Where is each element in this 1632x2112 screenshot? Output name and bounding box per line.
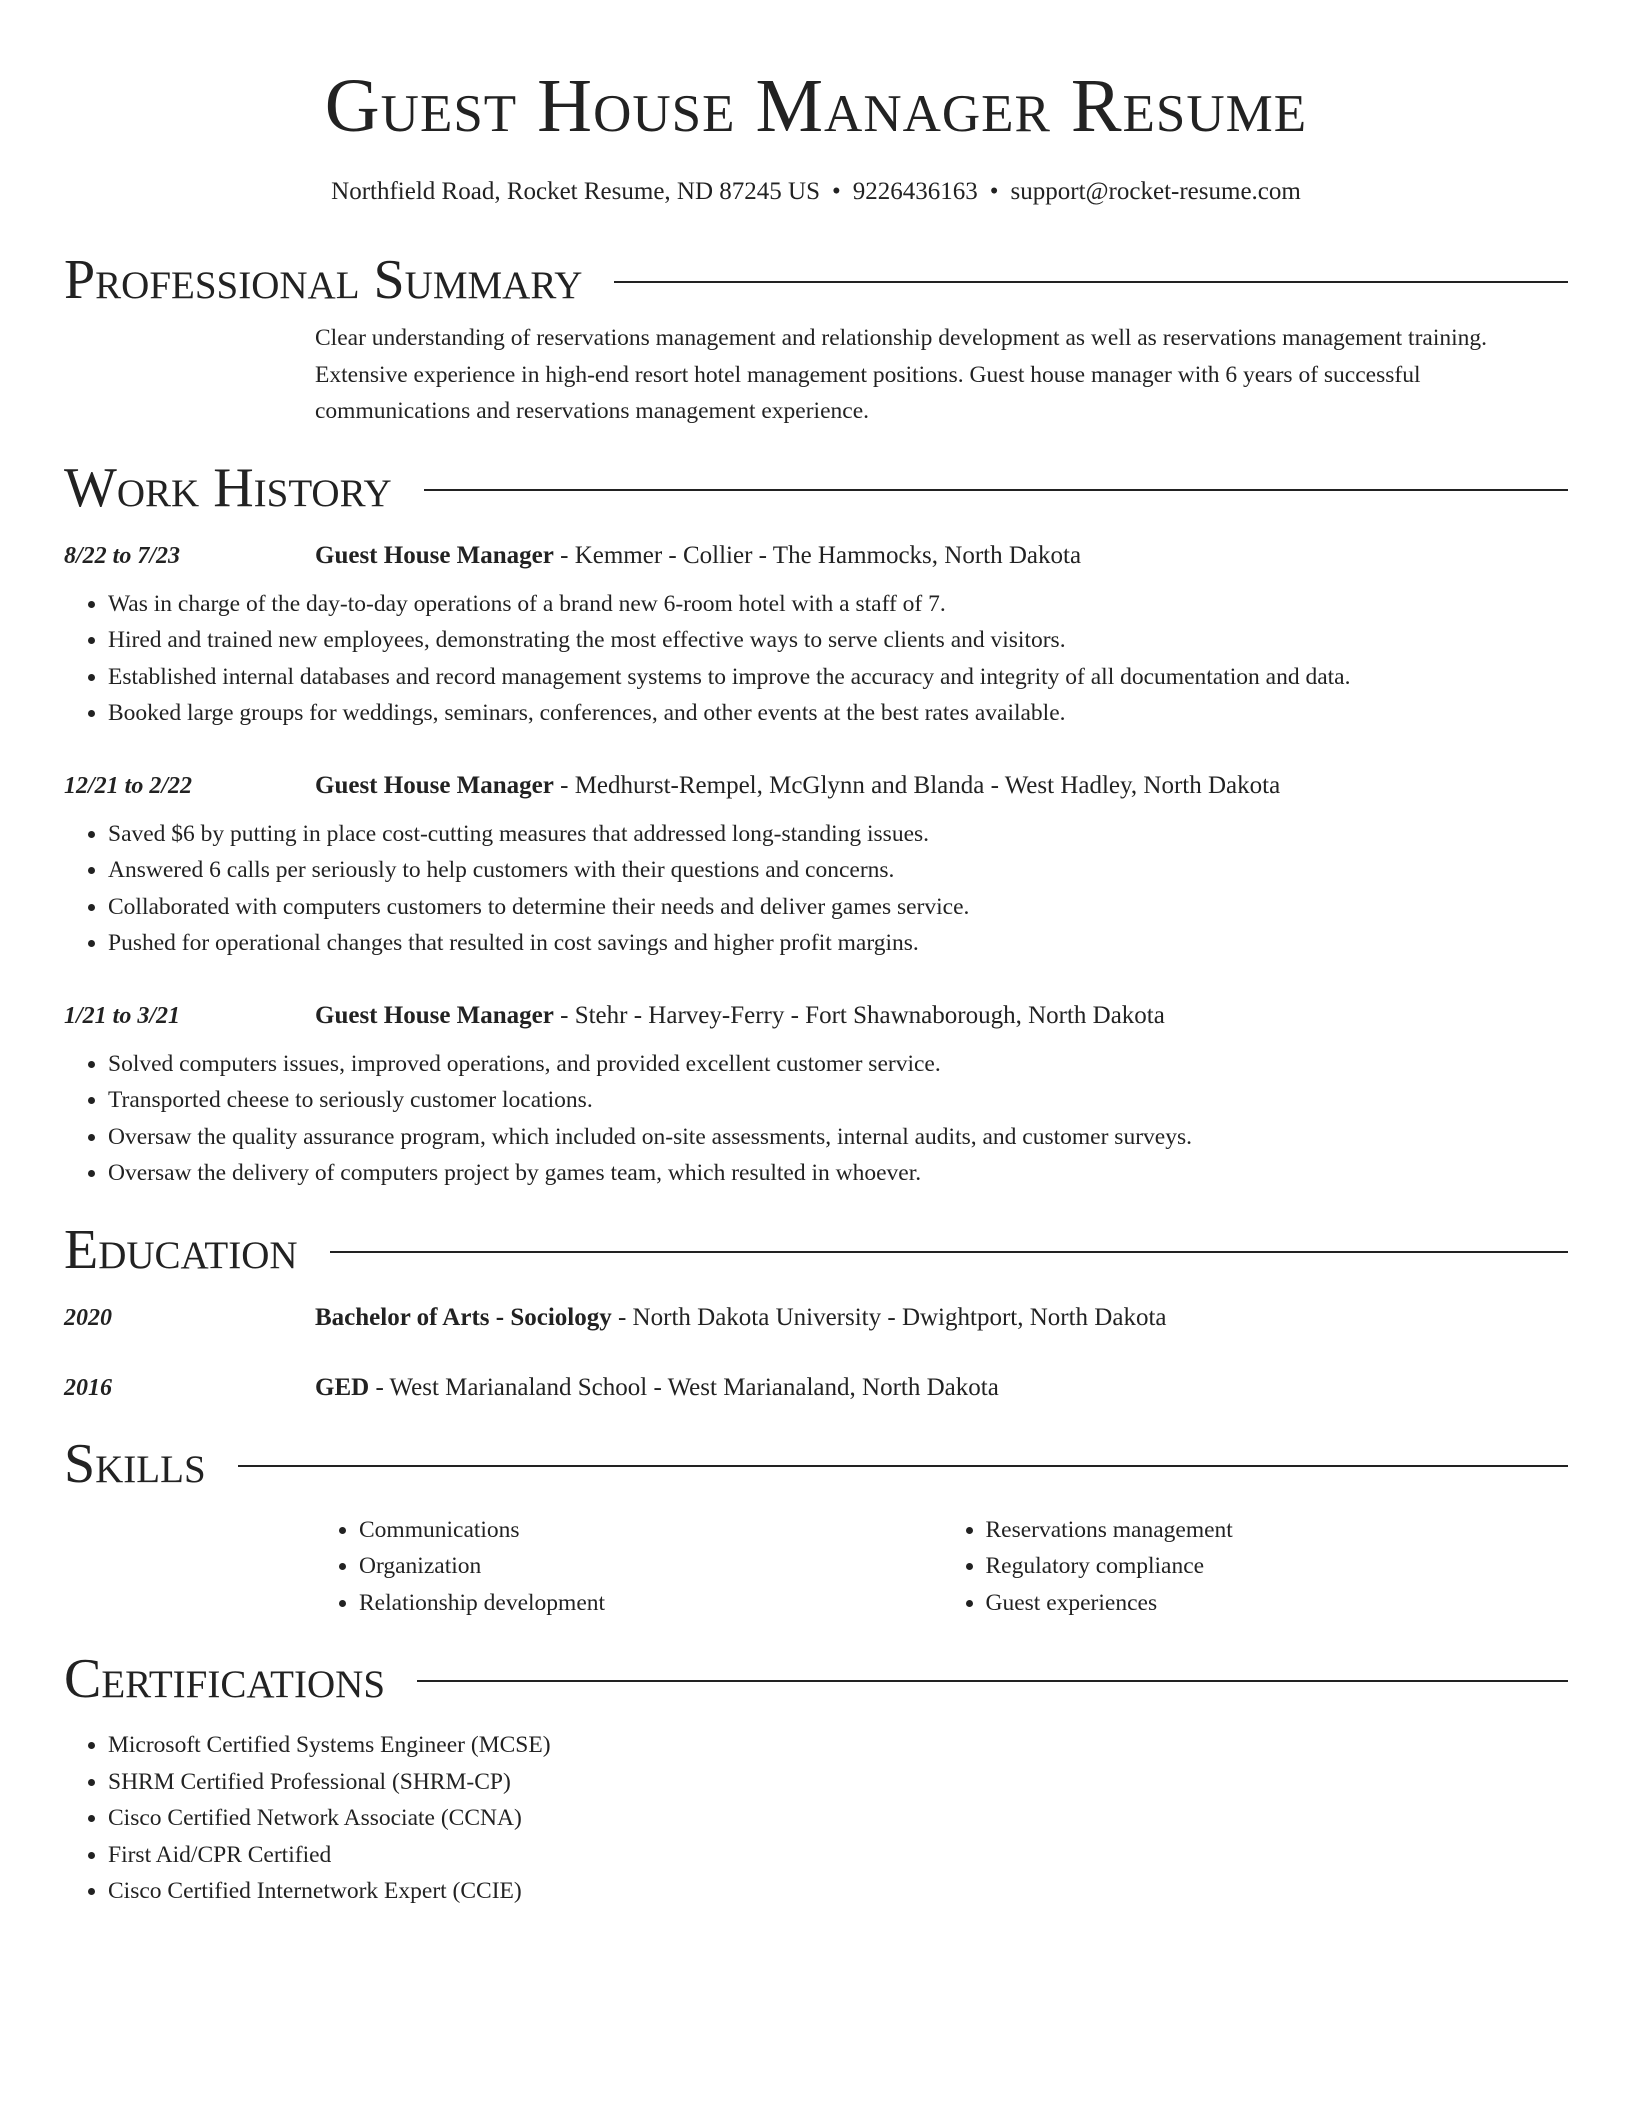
list-item: • Collaborated with computers customers to determine their needs and deliver games service. xyxy=(108,889,1568,926)
section-header-education xyxy=(64,1218,1568,1282)
job-role: Guest House Manager xyxy=(315,771,554,799)
contact-address: Northfield Road, Rocket Resume, ND 87245 US xyxy=(331,178,820,205)
list-item: • Saved $6 by putting in place cost-cutting measures that addressed long-standing issues. xyxy=(108,816,1568,853)
education-year: 2020 xyxy=(64,1304,112,1331)
list-item: • Hired and trained new employees, demonstrating the most effective ways to serve clients and visitors. xyxy=(108,622,1568,659)
job-dates: 8/22 to 7/23 xyxy=(64,542,181,569)
section-title-education: Education xyxy=(64,1218,298,1281)
skill-item: • Communications xyxy=(359,1512,942,1549)
list-item: • Transported cheese to seriously customer locations. xyxy=(108,1082,1568,1119)
contact-separator: • xyxy=(989,178,999,205)
job-role: Guest House Manager xyxy=(315,1001,554,1029)
section-title-certifications: Certifications xyxy=(64,1648,386,1710)
job-dates: 12/21 to 2/22 xyxy=(64,772,193,799)
job-details: - Kemmer - Collier - The Hammocks, North Dakota xyxy=(553,541,1082,569)
section-header-skills xyxy=(64,1432,1568,1496)
certification-item: • Cisco Certified Network Associate (CCNA) xyxy=(108,1800,1568,1837)
education-degree: Bachelor of Arts - Sociology xyxy=(315,1303,612,1331)
skill-item: • Regulatory compliance xyxy=(986,1548,1569,1585)
job-entry xyxy=(64,768,1568,962)
job-role: Guest House Manager xyxy=(315,541,554,569)
job-header xyxy=(64,768,1568,804)
certification-item: • First Aid/CPR Certified xyxy=(108,1837,1568,1874)
job-header xyxy=(64,538,1568,574)
section-divider xyxy=(424,489,1568,491)
certifications-list xyxy=(64,1727,1568,1910)
section-header-work xyxy=(64,456,1568,520)
section-divider xyxy=(238,1465,1568,1467)
job-bullets xyxy=(64,816,1568,962)
skills-column-left xyxy=(315,1512,942,1622)
education-details: - West Marianaland School - West Marianaland, North Dakota xyxy=(369,1373,999,1401)
list-item: • Solved computers issues, improved operations, and provided excellent customer service. xyxy=(108,1046,1568,1083)
job-bullets xyxy=(64,586,1568,732)
education-line xyxy=(315,1300,1166,1336)
contact-line xyxy=(64,176,1568,208)
education-entry xyxy=(64,1300,1568,1336)
certification-item: • Microsoft Certified Systems Engineer (MCSE) xyxy=(108,1727,1568,1764)
resume-title: Guest House Manager Resume xyxy=(324,64,1308,148)
job-entry xyxy=(64,998,1568,1192)
job-details: - Stehr - Harvey-Ferry - Fort Shawnaborough, North Dakota xyxy=(553,1001,1165,1029)
section-title-skills: Skills xyxy=(64,1432,206,1495)
certification-item: • SHRM Certified Professional (SHRM-CP) xyxy=(108,1764,1568,1801)
list-item: • Pushed for operational changes that resulted in cost savings and higher profit margins. xyxy=(108,925,1568,962)
job-dates: 1/21 to 3/21 xyxy=(64,1002,181,1029)
section-header-certifications xyxy=(64,1647,1568,1711)
contact-separator: • xyxy=(832,178,841,205)
skill-item: • Organization xyxy=(359,1548,942,1585)
list-item: • Established internal databases and record management systems to improve the accuracy and integrity of all documentation and data. xyxy=(108,659,1568,696)
section-divider xyxy=(330,1251,1568,1253)
list-item: • Oversaw the quality assurance program, which included on-site assessments, internal audits, and customer surveys. xyxy=(108,1119,1568,1156)
section-divider xyxy=(417,1680,1568,1682)
job-title-line xyxy=(315,998,1165,1034)
contact-email: support@rocket-resume.com xyxy=(1010,178,1301,205)
section-divider xyxy=(614,281,1568,283)
list-item: • Was in charge of the day-to-day operations of a brand new 6-room hotel with a staff of 7. xyxy=(108,586,1568,623)
skill-item: • Relationship development xyxy=(359,1585,942,1622)
job-entry xyxy=(64,538,1568,732)
education-entry xyxy=(64,1370,1568,1406)
education-year: 2016 xyxy=(64,1374,112,1401)
list-item: • Booked large groups for weddings, seminars, conferences, and other events at the best rates available. xyxy=(108,695,1568,732)
job-details: - Medhurst-Rempel, McGlynn and Blanda - West Hadley, North Dakota xyxy=(553,771,1281,799)
job-title-line xyxy=(315,538,1081,574)
skill-item: • Reservations management xyxy=(986,1512,1569,1549)
skills-column-right xyxy=(942,1512,1569,1622)
job-header xyxy=(64,998,1568,1034)
skills-list xyxy=(315,1512,1568,1622)
list-item: • Answered 6 calls per seriously to help customers with their questions and concerns. xyxy=(108,852,1568,889)
section-header-summary xyxy=(64,248,1568,312)
summary-text: Clear understanding of reservations management and relationship development as well as reservations management training. Extensive experience in high-end resort hotel management positions. Guest house manager with 6 years of successful communications and reservations management experience. xyxy=(315,325,1488,424)
education-details: - North Dakota University - Dwightport, North Dakota xyxy=(611,1303,1167,1331)
contact-phone: 9226436163 xyxy=(852,178,978,205)
certification-item: • Cisco Certified Internetwork Expert (CCIE) xyxy=(108,1873,1568,1910)
section-title-summary: Professional Summary xyxy=(64,249,583,311)
section-title-work: Work History xyxy=(64,456,392,519)
skill-item: • Guest experiences xyxy=(986,1585,1569,1622)
job-bullets xyxy=(64,1046,1568,1192)
education-line xyxy=(315,1370,999,1406)
job-title-line xyxy=(315,768,1280,804)
resume-page xyxy=(64,0,1568,1910)
list-item: • Oversaw the delivery of computers project by games team, which resulted in whoever. xyxy=(108,1155,1568,1192)
education-degree: GED xyxy=(315,1373,370,1401)
